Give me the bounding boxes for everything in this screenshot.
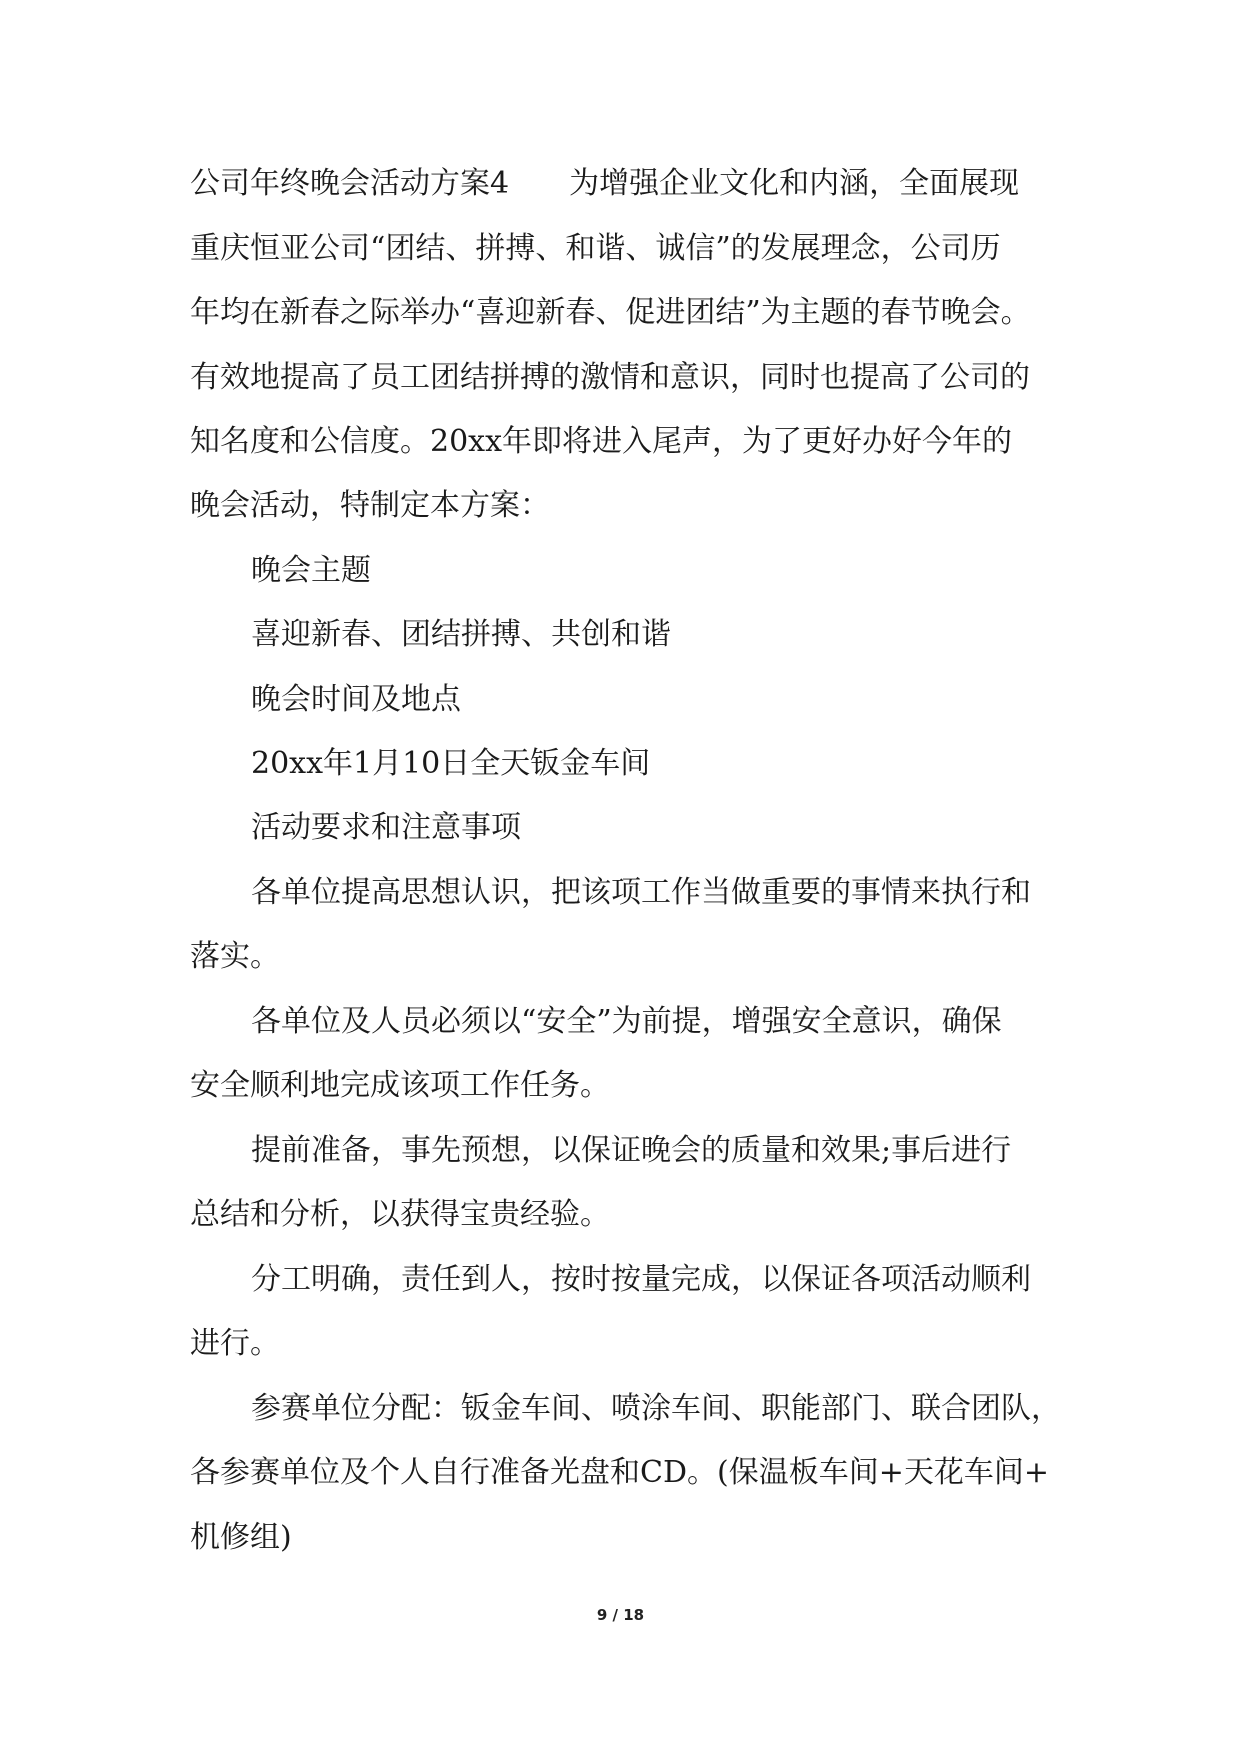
section-heading: 晚会时间及地点 bbox=[251, 682, 461, 717]
paragraph-line: 有效地提高了员工团结拼搏的激情和意识，同时也提高了公司的 bbox=[190, 360, 1030, 395]
paragraph-line: 晚会活动，特制定本方案： bbox=[190, 488, 550, 523]
paragraph-line: 知名度和公信度。20xx年即将进入尾声，为了更好办好今年的 bbox=[190, 424, 1013, 459]
paragraph-line: 各参赛单位及个人自行准备光盘和CD。(保温板车间+天花车间+ bbox=[190, 1455, 1049, 1490]
section-heading: 晚会主题 bbox=[251, 553, 371, 588]
paragraph-line: 安全顺利地完成该项工作任务。 bbox=[190, 1068, 610, 1103]
paragraph-line: 各单位提高思想认识，把该项工作当做重要的事情来执行和 bbox=[251, 875, 1031, 910]
paragraph-line: 各单位及人员必须以“安全”为前提，增强安全意识，确保 bbox=[251, 1004, 1002, 1039]
paragraph-line: 落实。 bbox=[190, 939, 280, 974]
paragraph-line: 公司年终晚会活动方案4 为增强企业文化和内涵，全面展现 bbox=[190, 166, 1020, 201]
paragraph-line: 分工明确，责任到人，按时按量完成，以保证各项活动顺利 bbox=[251, 1262, 1031, 1297]
paragraph-line: 年均在新春之际举办“喜迎新春、促进团结”为主题的春节晚会。 bbox=[190, 295, 1031, 330]
paragraph-line: 重庆恒亚公司“团结、拼搏、和谐、诚信”的发展理念，公司历 bbox=[190, 231, 1001, 266]
paragraph-line: 20xx年1月10日全天钣金车间 bbox=[251, 746, 651, 781]
paragraph-line: 机修组) bbox=[190, 1520, 292, 1555]
paragraph-line: 参赛单位分配：钣金车间、喷涂车间、职能部门、联合团队， bbox=[251, 1391, 1061, 1426]
paragraph-line: 进行。 bbox=[190, 1326, 280, 1361]
paragraph-line: 喜迎新春、团结拼搏、共创和谐 bbox=[251, 617, 671, 652]
paragraph-line: 提前准备，事先预想，以保证晚会的质量和效果;事后进行 bbox=[251, 1133, 1012, 1168]
page-number: 9 / 18 bbox=[596, 1606, 645, 1624]
paragraph-line: 总结和分析，以获得宝贵经验。 bbox=[190, 1197, 610, 1232]
section-heading: 活动要求和注意事项 bbox=[251, 810, 521, 845]
